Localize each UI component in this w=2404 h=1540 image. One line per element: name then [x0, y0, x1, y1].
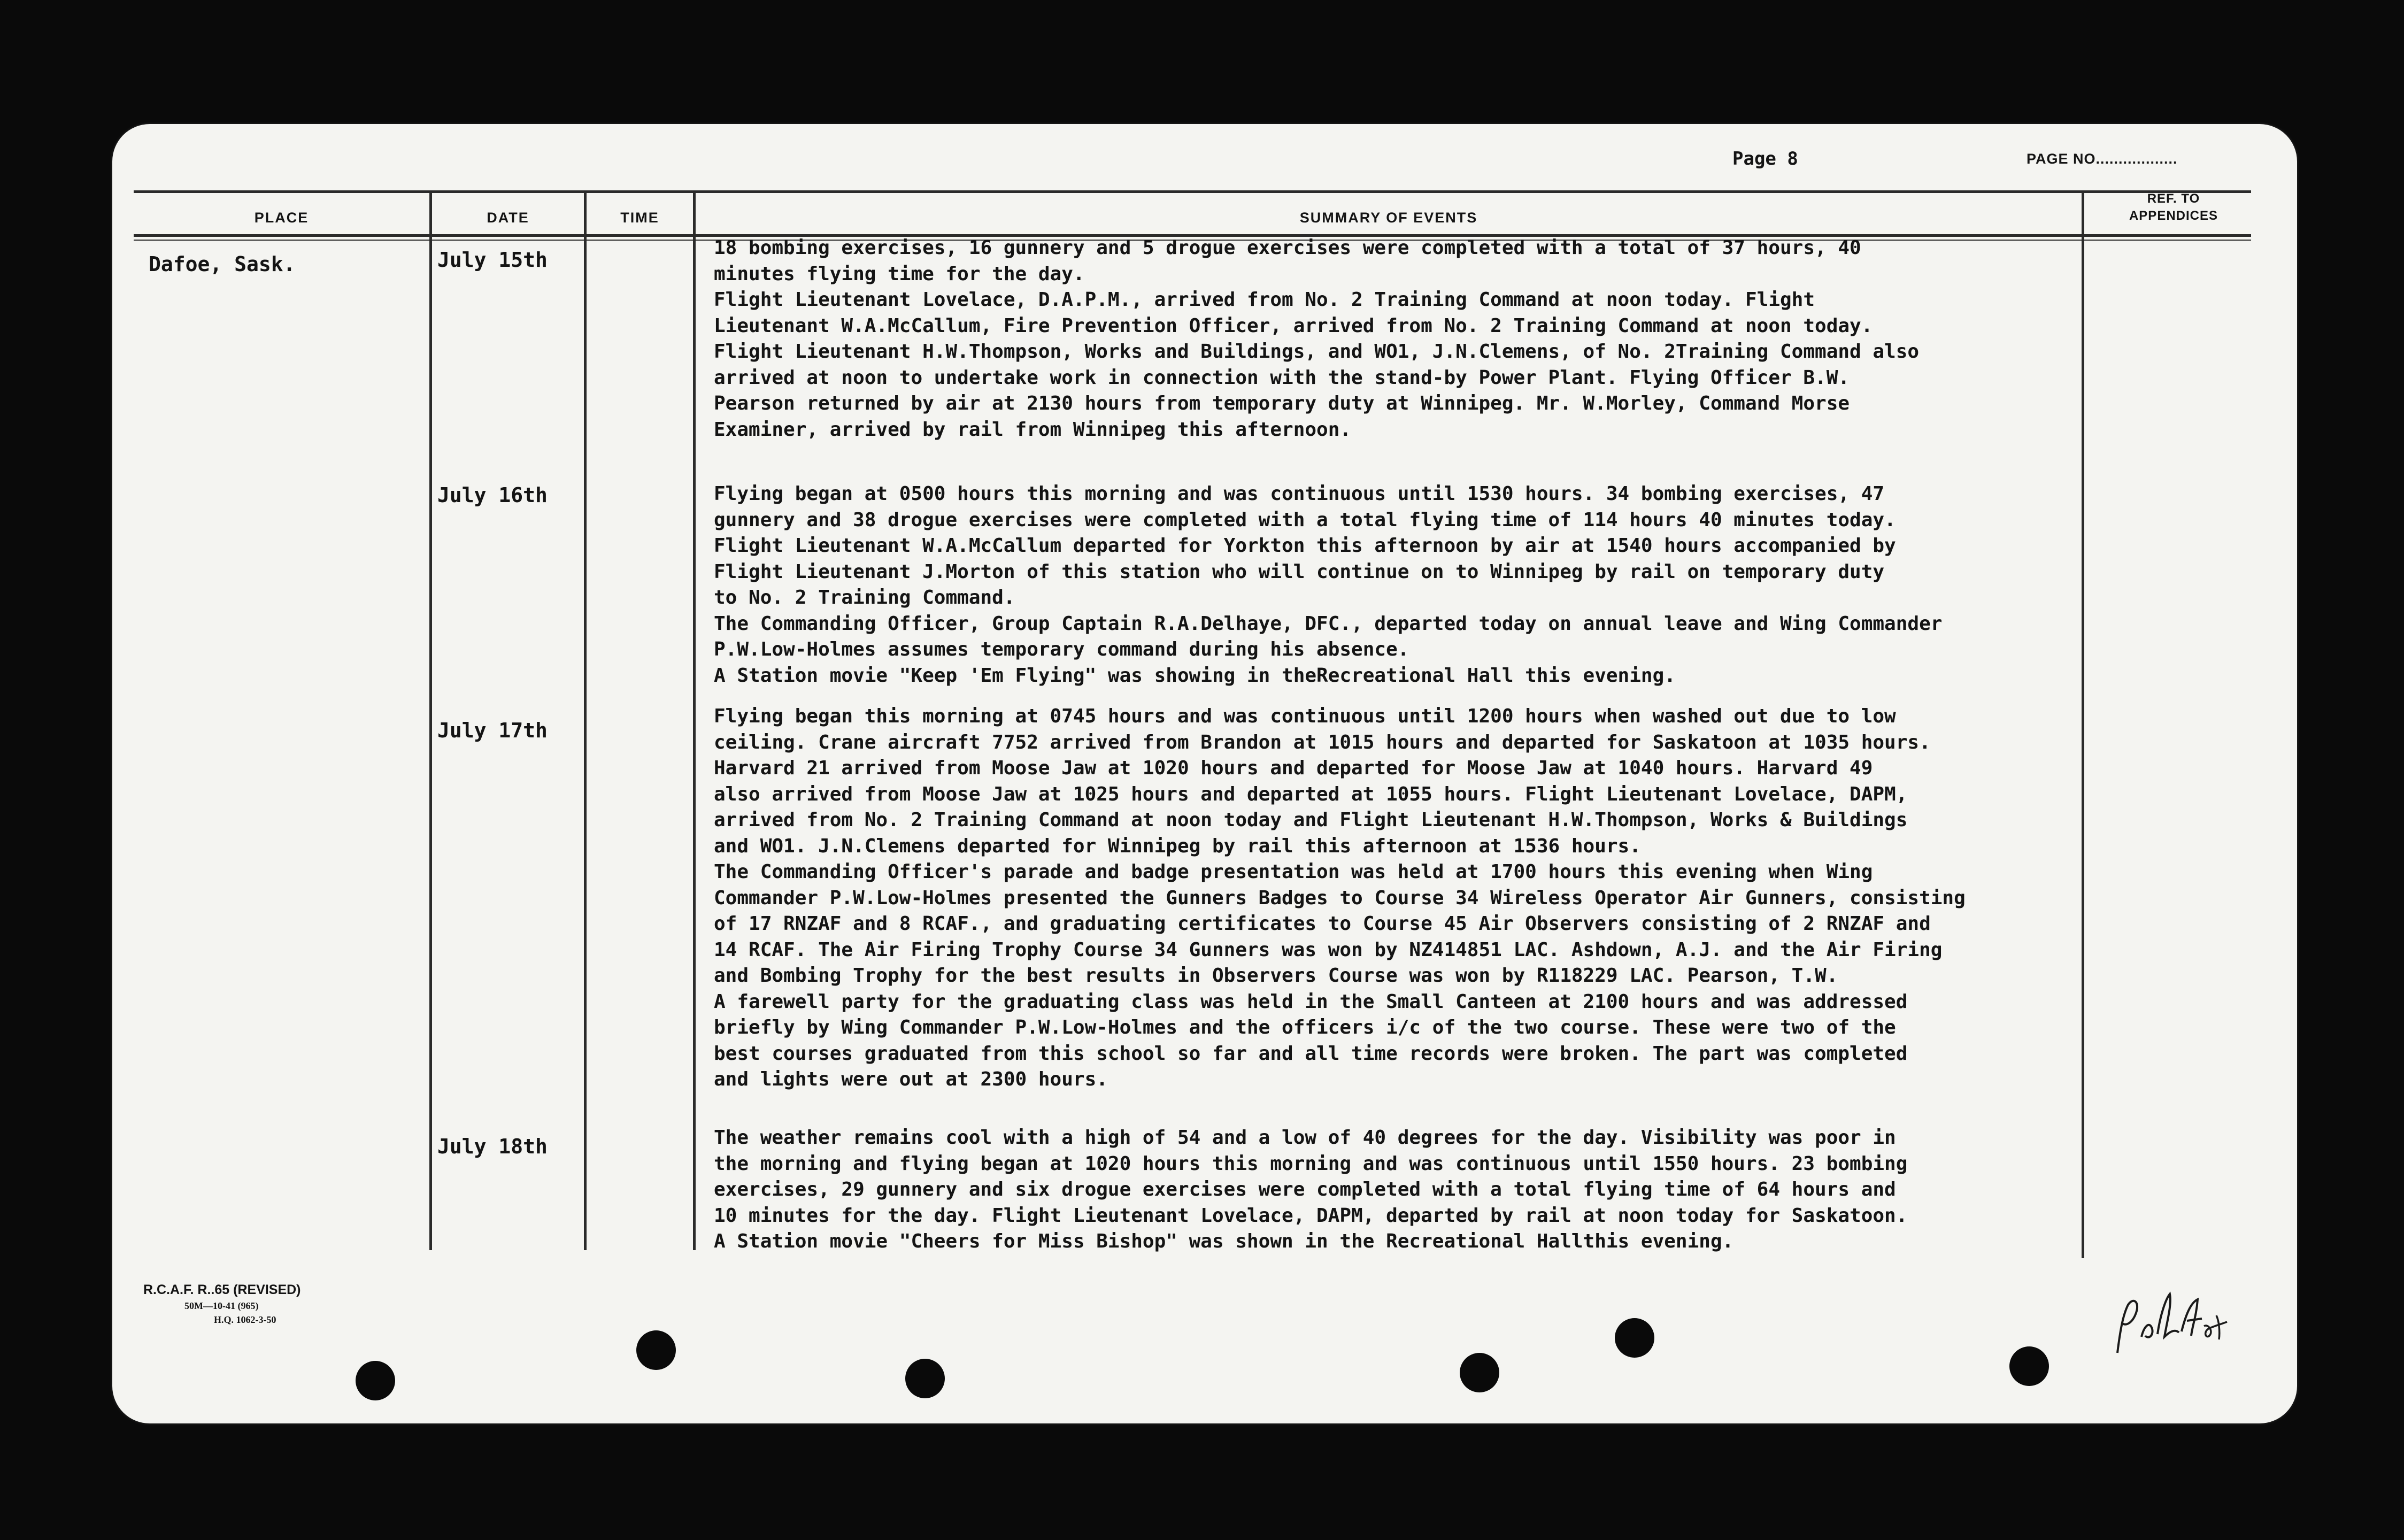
summary-line: P.W.Low-Holmes assumes temporary command during his absence.: [714, 638, 1409, 660]
summary-line: and lights were out at 2300 hours.: [714, 1068, 1108, 1090]
summary-line: 14 RCAF. The Air Firing Trophy Course 34 Gunners was won by NZ414851 LAC. Ashdown, A.J. and the Air Firing: [714, 938, 1943, 961]
summary-line: also arrived from Moose Jaw at 1025 hours and departed at 1055 hours. Flight Lieutenant Lovelace, DAPM,: [714, 783, 1908, 805]
summary-line: A farewell party for the graduating class was held in the Small Canteen at 2100 hours and was addressed: [714, 990, 1908, 1013]
summary-line: briefly by Wing Commander P.W.Low-Holmes and the officers i/c of the two course. These were two of the: [714, 1017, 1896, 1038]
binder-hole-5: [1615, 1318, 1654, 1358]
column-header-time: TIME: [620, 210, 659, 226]
binder-hole-6: [2009, 1346, 2049, 1386]
summary-line: and Bombing Trophy for the best results in Observers Course was won by R118229 LAC. Pearson, T.W.: [714, 965, 1838, 987]
summary-line: Lieutenant W.A.McCallum, Fire Prevention Officer, arrived from No. 2 Training Command at noon today.: [714, 314, 1873, 337]
summary-line: and WO1. J.N.Clemens departed for Winnipeg by rail this afternoon at 1536 hours.: [714, 835, 1641, 857]
binder-hole-4: [1460, 1353, 1499, 1392]
summary-line: Examiner, arrived by rail from Winnipeg this afternoon.: [714, 418, 1352, 441]
binder-hole-3: [905, 1359, 945, 1398]
column-divider-time-summary: [693, 191, 696, 1250]
summary-line: best courses graduated from this school so far and all time records were broken. The part was completed: [714, 1042, 1908, 1065]
summary-line: of 17 RNZAF and 8 RCAF., and graduating certificates to Course 45 Air Observers consisting of 2 RNZAF and: [714, 913, 1931, 935]
summary-line: arrived from No. 2 Training Command at noon today and Flight Lieutenant H.W.Thompson, Works & Buildings: [714, 809, 1908, 831]
summary-line: Flying began at 0500 hours this morning and was continuous until 1530 hours. 34 bombing exercises, 47: [714, 483, 1885, 505]
summary-line: to No. 2 Training Command.: [714, 587, 1015, 609]
column-header-ref-line1: REF. TO: [2147, 191, 2200, 206]
column-header-ref: [2088, 190, 2259, 225]
summary-line: The Commanding Officer, Group Captain R.A.Delhaye, DFC., departed today on annual leave and Wing Commander: [714, 612, 1943, 635]
summary-line: Pearson returned by air at 2130 hours from temporary duty at Winnipeg. Mr. W.Morley, Command Morse: [714, 392, 1850, 414]
binder-hole-1: [356, 1361, 395, 1400]
summary-entry-july-17: [714, 704, 2104, 1093]
page-no-field: PAGE NO..................: [2027, 151, 2178, 167]
summary-line: arrived at noon to undertake work in connection with the stand-by Power Plant. Flying Officer B.W.: [714, 366, 1850, 389]
form-identifier: R.C.A.F. R..65 (REVISED): [143, 1282, 301, 1297]
handwritten-signature: [2107, 1273, 2246, 1364]
column-divider-place-date: [429, 191, 432, 1250]
summary-entry-july-16: [714, 481, 2104, 689]
column-header-ref-line2: APPENDICES: [2129, 209, 2218, 223]
column-header-place: PLACE: [254, 210, 309, 226]
summary-line: 18 bombing exercises, 16 gunnery and 5 drogue exercises were completed with a total of 37 hours, 40: [714, 237, 1861, 259]
summary-line: gunnery and 38 drogue exercises were completed with a total flying time of 114 hours 40 minutes today.: [714, 509, 1896, 531]
summary-line: Flight Lieutenant Lovelace, D.A.P.M., arrived from No. 2 Training Command at noon today. Flight: [714, 289, 1815, 311]
summary-line: exercises, 29 gunnery and six drogue exercises were completed with a total flying time of 64 hours and: [714, 1179, 1896, 1200]
summary-line: The Commanding Officer's parade and badge presentation was held at 1700 hours this evening when Wing: [714, 861, 1873, 883]
summary-line: Harvard 21 arrived from Moose Jaw at 1020 hours and departed for Moose Jaw at 1040 hours. Harvard 49: [714, 757, 1873, 779]
table-top-rule: [134, 190, 2251, 193]
date-cell-july-17: July 17th: [437, 719, 548, 742]
summary-entry-july-18: [714, 1125, 2104, 1255]
form-print-run: 50M—10-41 (965): [184, 1300, 259, 1311]
place-cell: Dafoe, Sask.: [149, 252, 296, 276]
column-header-summary: SUMMARY OF EVENTS: [1299, 210, 1478, 226]
summary-line: the morning and flying began at 1020 hours this morning and was continuous until 1550 hours. 23 bombing: [714, 1152, 1908, 1175]
date-cell-july-15: July 15th: [437, 248, 548, 272]
summary-entry-july-15: [714, 235, 2104, 443]
date-cell-july-16: July 16th: [437, 483, 548, 507]
date-cell-july-18: July 18th: [437, 1135, 548, 1158]
summary-line: The weather remains cool with a high of 54 and a low of 40 degrees for the day. Visibility was poor in: [714, 1127, 1896, 1149]
column-header-date: DATE: [487, 210, 529, 226]
summary-line: A Station movie "Cheers for Miss Bishop" was shown in the Recreational Hallthis evening.: [714, 1230, 1734, 1252]
summary-line: ceiling. Crane aircraft 7752 arrived from Brandon at 1015 hours and departed for Saskatoon at 1035 hours.: [714, 731, 1931, 753]
form-hq-number: H.Q. 1062-3-50: [214, 1314, 276, 1325]
summary-line: Flight Lieutenant H.W.Thompson, Works and Buildings, and WO1, J.N.Clemens, of No. 2Training Command also: [714, 341, 1920, 363]
summary-line: Flying began this morning at 0745 hours and was continuous until 1200 hours when washed out due to low: [714, 705, 1896, 727]
summary-line: minutes flying time for the day.: [714, 263, 1085, 285]
summary-line: Flight Lieutenant J.Morton of this station who will continue on to Winnipeg by rail on temporary duty: [714, 560, 1885, 583]
summary-line: 10 minutes for the day. Flight Lieutenant Lovelace, DAPM, departed by rail at noon today for Saskatoon.: [714, 1204, 1908, 1227]
summary-line: Commander P.W.Low-Holmes presented the Gunners Badges to Course 34 Wireless Operator Air Gunners, consisting: [714, 887, 1966, 909]
page-number-label: Page 8: [1732, 148, 1798, 170]
column-divider-date-time: [584, 191, 587, 1250]
summary-line: Flight Lieutenant W.A.McCallum departed for Yorkton this afternoon by air at 1540 hours accompanied by: [714, 535, 1896, 557]
summary-line: A Station movie "Keep 'Em Flying" was showing in theRecreational Hall this evening.: [714, 664, 1676, 687]
binder-hole-2: [636, 1330, 676, 1370]
